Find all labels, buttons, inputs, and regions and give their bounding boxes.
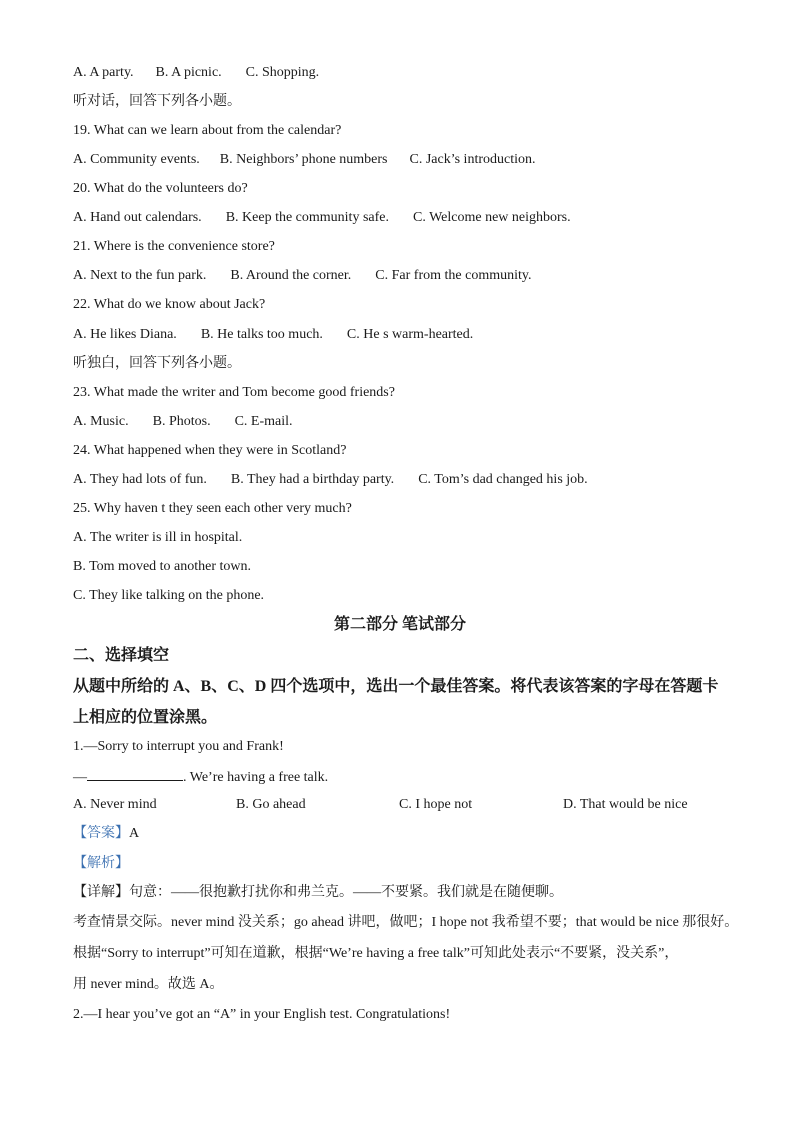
question-22: 22. What do we know about Jack? [73,297,266,312]
q23-options [73,413,293,431]
option-a: A. He likes Diana. [73,327,177,342]
dash: — [73,770,87,785]
option-b: B. He talks too much. [200,327,323,342]
part-title: 第二部分 笔试部分 [333,616,466,633]
q24-options [73,471,588,489]
option-b: B. Keep the community safe. [225,210,389,225]
question-25: 25. Why haven t they seen each other very much? [73,501,352,516]
option-d: D. That would be nice [563,797,688,812]
q18-options [73,64,319,82]
question-24: 24. What happened when they were in Scotland? [73,443,347,458]
question-21: 21. Where is the convenience store? [73,239,275,254]
option-a: A. A party. [73,65,134,80]
instruction-line-1: 从题中所给的 A、B、C、D 四个选项中，选出一个最佳答案。将代表该答案的字母在答题卡 [73,678,719,695]
detail-line: 【详解】句意：——很抱歉打扰你和弗兰克。——不要紧。我们就是在随便聊。 [73,885,563,900]
dialog-instruction: 听对话，回答下列各小题。 [73,94,241,109]
option-c: C. Jack’s introduction. [409,152,536,167]
q19-options [73,151,536,169]
instruction-line-2: 上相应的位置涂黑。 [73,709,218,726]
option-a: A. Hand out calendars. [73,210,202,225]
option-c: C. E-mail. [234,414,293,429]
question-19: 19. What can we learn about from the calendar? [73,123,342,138]
explain-line-1: 考查情景交际。never mind 没关系；go ahead 讲吧，做吧；I hope not 我希望不要；that would be nice 那很好。 [73,915,739,930]
question-1: 1.—Sorry to interrupt you and Frank! [73,739,284,754]
option-c: C. Shopping. [245,65,320,80]
option-c: C. I hope not [399,797,473,812]
option-c: C. Welcome new neighbors. [412,210,571,225]
answer-value: A [129,826,140,841]
option-b: B. A picnic. [155,65,222,80]
option-a: A. Music. [73,414,129,429]
q22-options [73,326,473,344]
option-b: B. Photos. [152,414,211,429]
q25-option-c: C. They like talking on the phone. [73,588,265,603]
q25-option-b: B. Tom moved to another town. [73,559,252,574]
option-b: B. Go ahead [236,797,306,812]
option-c: C. Tom’s dad changed his job. [418,472,588,487]
question-1-reply [73,767,328,787]
q25-option-a: A. The writer is ill in hospital. [73,530,243,545]
answer-blank [87,767,183,781]
option-a: A. They had lots of fun. [73,472,207,487]
option-a: A. Never mind [73,797,157,812]
analysis-label: 【解析】 [73,856,129,871]
option-c: C. He s warm-hearted. [346,327,474,342]
answer-label: 【答案】 [73,826,129,841]
q20-options [73,209,571,227]
answer-line [73,825,139,843]
q21-options [73,267,531,285]
section-title: 二、选择填空 [73,647,170,664]
option-a: A. Next to the fun park. [73,268,207,283]
explain-line-2: 根据“Sorry to interrupt”可知在道歉，根据“We’re having a free talk”可知此处表示“不要紧，没关系”， [73,946,679,961]
reply-text: . We’re having a free talk. [183,770,329,785]
question-23: 23. What made the writer and Tom become good friends? [73,385,395,400]
option-b: B. They had a birthday party. [230,472,395,487]
monologue-instruction: 听独白，回答下列各小题。 [73,356,241,371]
option-b: B. Around the corner. [230,268,352,283]
question-20: 20. What do the volunteers do? [73,181,248,196]
explain-line-3: 用 never mind。故选 A。 [73,977,224,992]
option-c: C. Far from the community. [375,268,532,283]
option-b: B. Neighbors’ phone numbers [219,152,388,167]
question-2: 2.—I hear you’ve got an “A” in your English test. Congratulations! [73,1007,451,1022]
option-a: A. Community events. [73,152,200,167]
